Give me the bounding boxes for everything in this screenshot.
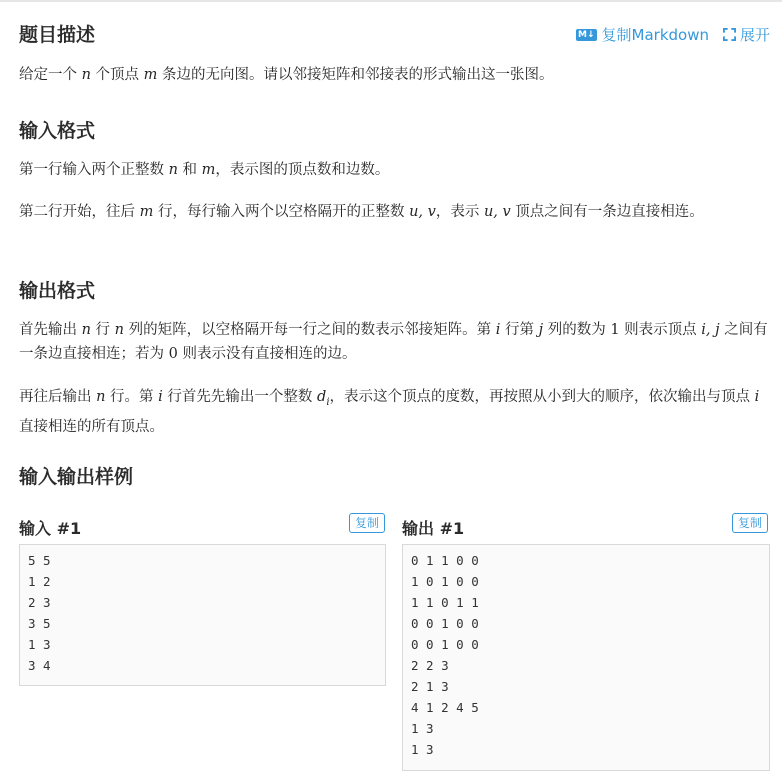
input-format-text-1: 第一行输入两个正整数 n 和 m，表示图的顶点数和边数。: [19, 162, 390, 178]
code-line: 1 0 1 0 0: [411, 574, 479, 589]
copy-output-button[interactable]: 复制: [732, 513, 768, 533]
code-line: 2 2 3: [411, 658, 449, 673]
code-line: 0 0 1 0 0: [411, 637, 479, 652]
sample-input-code[interactable]: [19, 544, 386, 686]
copy-markdown-label: 复制Markdown: [601, 26, 709, 44]
code-line: 2 3: [28, 595, 51, 610]
output-format-text-2: 再往后输出 n 行。第 i 行首先先输出一个整数 $d_i$，表示这个顶点的度数，再按照从小到大的顺序，依次输出与顶点 i 直接相连的所有顶点。: [19, 389, 760, 435]
code-line: 3 5: [28, 616, 51, 631]
sample-output-label: 输出 #1: [402, 519, 465, 538]
code-line: 1 3: [411, 721, 434, 736]
input-format-text-2: 第二行开始，往后 m 行，每行输入两个以空格隔开的正整数 u, v，表示 u, v 顶点之间有一条边直接相连。: [19, 204, 704, 220]
code-line: 3 4: [28, 658, 51, 673]
copy-markdown-button[interactable]: [576, 24, 709, 45]
top-divider: [0, 0, 782, 2]
samples-heading: 输入输出样例: [19, 466, 134, 488]
expand-label: 展开: [739, 26, 770, 44]
sample-output-code[interactable]: [402, 544, 770, 771]
expand-icon: [723, 28, 736, 41]
output-format-text-1: 首先输出 n 行 n 列的矩阵，以空格隔开每一行之间的数表示邻接矩阵。第 i 行第 j 列的数为 1 则表示顶点 i, j 之间有一条边直接相连；若为 0 则表示没有直接相连的边。: [19, 322, 768, 362]
markdown-icon: M↓: [578, 29, 595, 40]
code-line: 1 3: [411, 742, 434, 757]
code-line: 1 3: [28, 637, 51, 652]
code-line: 1 2: [28, 574, 51, 589]
code-line: 2 1 3: [411, 679, 449, 694]
code-line: 0 0 1 0 0: [411, 616, 479, 631]
code-line: 1 1 0 1 1: [411, 595, 479, 610]
header-actions: [576, 24, 770, 45]
code-line: 0 1 1 0 0: [411, 553, 479, 568]
code-line: 5 5: [28, 553, 51, 568]
output-format-heading: 输出格式: [19, 280, 96, 302]
description-heading: 题目描述: [19, 24, 96, 46]
input-format-heading: 输入格式: [19, 120, 96, 142]
copy-input-button[interactable]: 复制: [349, 513, 385, 533]
description-text: 给定一个 n 个顶点 m 条边的无向图。请以邻接矩阵和邻接表的形式输出这一张图。: [19, 67, 554, 83]
expand-button[interactable]: [709, 24, 770, 45]
code-line: 4 1 2 4 5: [411, 700, 479, 715]
sample-input-label: 输入 #1: [19, 519, 82, 538]
